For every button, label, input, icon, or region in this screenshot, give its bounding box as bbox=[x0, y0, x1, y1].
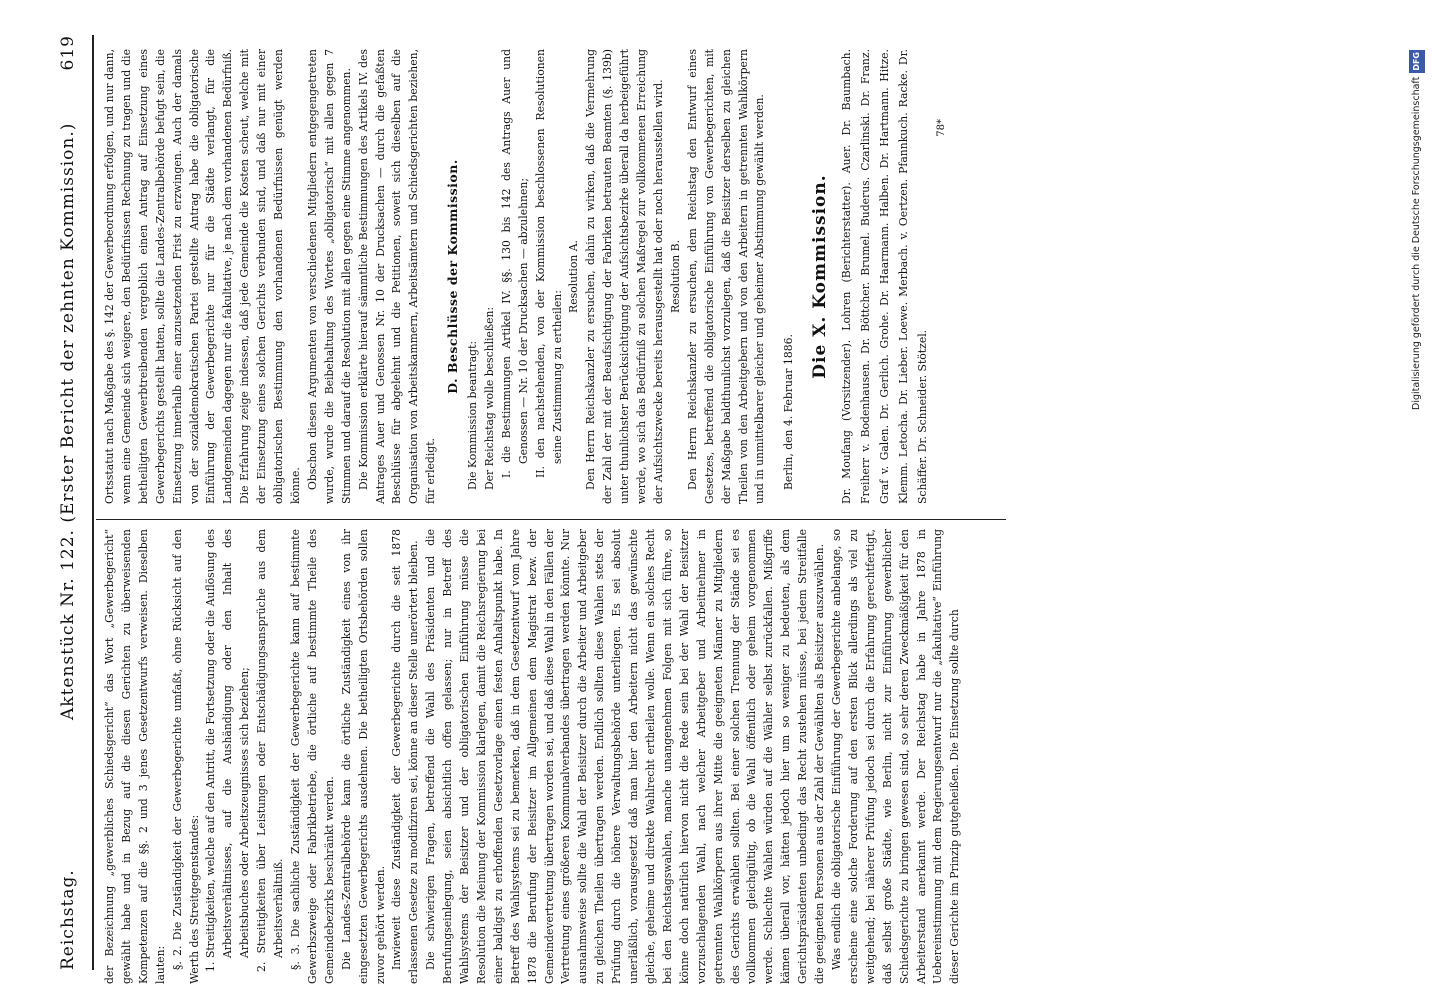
header-left: Reichstag. bbox=[58, 869, 78, 970]
column-divider bbox=[96, 519, 1006, 520]
list-item: II. den nachstehenden, von der Kommission beschlossenen Resolutionen seine Zustimmung zu ertheilen: bbox=[533, 49, 564, 478]
paragraph: Ortsstatut nach Maßgabe des §. 142 der Gewerbeordnung erfolgen, und nur dann, wenn eine Gemeinde sich weigere, den Bedürfnissen Rechnung zu tragen und die betheiligten Gewerbtreibenden vergeblich einen Antrag auf Einsetzung eines Gewerbegerichts gestellt hatten, sollte die Landes-Zentralbehörde befugt sein, die Einsetzung innerhalb einer anzusetzenden Frist zu erzwingen. Auch der damals von der sozialdemokratischen Partei gestellte Antrag habe die obligatorische Einführung der Gewerbegerichte nur für die Städte verlangt, für die Landgemeinden dagegen nur die fakultative, je nach dem vorhandenen Bedürfniß. Die Erfahrung zeige indessen, daß jede Gemeinde die Kosten scheut, welche mit der Einsetzung eines solchen Gerichts verbunden sind, und daß nur mit einer obligatorischen Bestimmung den vorhandenen Bedürfnissen genügt werden könne. bbox=[103, 49, 302, 504]
resolution-heading: Resolution A. bbox=[567, 240, 581, 313]
dfg-logo: DFG bbox=[1409, 50, 1425, 73]
stamp-text: Digitalisierung gefördert durch die Deutsche Forschungsgemeinschaft bbox=[1411, 76, 1422, 410]
right-column bbox=[102, 49, 951, 504]
left-column bbox=[102, 529, 964, 984]
signature-mark: 78* bbox=[936, 119, 948, 137]
paragraph: Obschon diesen Argumenten von verschiedenen Mitgliedern entgegengetreten wurde, wurde die Beibehaltung des Wortes „obligatorisch“ mit allen gegen 7 Stimmen und darauf die Resolution mit allen gegen eine Stimme angenommen. bbox=[305, 49, 353, 504]
paragraph: §. 3. Die sachliche Zuständigkeit der Gewerbegerichte kann auf bestimmte Gewerbszweige oder Fabrikbetriebe, die örtliche auf bestimmte Theile des Gemeindebezirks beschränkt werden. bbox=[288, 529, 336, 984]
paragraph: Die schwierigen Fragen, betreffend die Wahl des Präsidenten und die Berufungseinlegung, seien absichtlich offen gelassen; nur in Betreff des Wahlsystems der Beisitzer und der obligatorischen Einführung müsse die Resolution die Meinung der Kommission klarlegen, damit die Reichsregierung bei einer baldigst zu erhoffenden Gesetzvorlage einen festen Anhaltspunkt habe. In Betreff des Wahlsystems sei zu bemerken, daß in dem Gesetzentwurf vom Jahre 1878 die Berufung der Beisitzer im Allgemeinen dem Magistrat bezw. der Gemeindevertretung übertragen worden sei, und daß diese Wahl in den Fällen der Vertretung eines größeren Kommunalverbandes übertragen werden könnte. Nur ausnahmsweise sollte die Wahl der Beisitzer durch die Arbeiter und Arbeitgeber zu gleichen Theilen übertragen werden. Endlich sollten diese Wahlen stets der Prüfung durch die höhere Verwaltungsbehörde unterliegen. Es sei absolut unerläßlich, vorausgesetzt daß man hier den Arbeitern nicht das gewünschte gleiche, geheime und direkte Wahlrecht ertheilen wolle. Wenn ein solches Recht bei den Reichstagswahlen, manche unangenehmen Folgen mit sich führe, so könne doch natürlich hiervon nicht die Rede sein bei der Wahl der Beisitzer vorzuschlagenden Wahl, nach welcher Arbeitgeber und Arbeitnehmer in getrennten Wahlkörpern aus ihrer Mitte die geeigneten Männer zu Mitgliedern des Gerichts erwählen sollten. Bei einer solchen Trennung der Stände sei es vollkommen gleichgültig, ob die Wahl öffentlich oder geheim vorgenommen werde. Schlechte Wahlen würden auf die Wähler selbst zurückfallen. Mißgriffe kämen überall vor, hätten jedoch hier um so weniger zu bedeuten, als dem Gerichtspräsidenten unbedingt das Recht zustehen müsse, bei jedem Streitfalle die geeigneten Personen aus der Zahl der Gewählten als Beisitzer auszuwählen. bbox=[424, 529, 827, 984]
list-item: I. die Bestimmungen Artikel IV. §§. 130 bis 142 des Antrags Auer und Genossen — Nr. 10 der Drucksachen — abzulehnen; bbox=[499, 49, 530, 478]
paragraph: Der Reichstag wolle beschließen: bbox=[482, 306, 496, 490]
member-list: Dr. Moufang (Vorsitzender). Lohren (Berichterstatter). Auer. Dr. Baumbach. Freiherr v. Bodenhausen. Dr. Böttcher. Brumel. Buderus. Czarlinski. Dr. Franz. Graf v. Galen. Dr. Gerlich. Grohe. Dr. Haarmann. Halben. Dr. Hartmann. Hitze. Klemm. Letocha. Dr. Lieber. Loewe. Merbach. v. Oertzen. Pfannkuch. Racke. Dr. Schäffer. Dr. Schneider. Stötzel. bbox=[840, 49, 930, 504]
paragraph: der Bezeichnung „gewerbliches Schiedsgericht“ das Wort „Gewerbegericht“ gewählt habe und in Bezug auf die diesen Gerichten zu überweisenden Kompetenzen auf die §§. 2 und 3 jenes Gesetzentwurfs verweisen. Dieselben lauten: bbox=[103, 529, 167, 984]
page-number: 619 bbox=[58, 35, 78, 71]
paragraph: Die Kommission erklärte hierauf sämmtliche Bestimmungen des Artikels IV. des Antrages Auer und Genossen Nr. 10 der Drucksachen — durch die gefaßten Beschlüsse für abgelehnt und die Petitionen, soweit sich dieselben auf die Organisation von Arbeitskammern, Arbeitsämtern und Schiedsgerichten beziehen, für erledigt. bbox=[356, 49, 438, 504]
section-heading: D. Beschlüsse der Kommission. bbox=[445, 159, 461, 394]
resolution-heading: Resolution B. bbox=[668, 240, 682, 314]
date-line: Berlin, den 4. Februar 1886. bbox=[782, 334, 796, 490]
paragraph: Die Landes-Zentralbehörde kann die örtliche Zuständigkeit eines von ihr eingesetzten Gewerbegerichts ausdehnen. Die betheiligten Ortsbehörden sollen zuvor gehört werden. bbox=[339, 529, 387, 984]
paragraph: Inwieweit diese Zuständigkeit der Gewerbegerichte durch die seit 1878 erlassenen Gesetze zu modifiziren sei, könne an dieser Stelle unerörtert bleiben. bbox=[390, 529, 421, 984]
commission-title: Die X. Kommission. bbox=[810, 174, 831, 379]
paragraph: §. 2. Die Zuständigkeit der Gewerbegerichte umfaßt, ohne Rücksicht auf den Werth des Streitgegenstandes: bbox=[170, 529, 201, 984]
digitization-stamp bbox=[1409, 50, 1425, 1000]
rotated-page bbox=[56, 0, 1414, 1000]
running-head bbox=[56, 35, 86, 970]
paragraph: Den Herrn Reichskanzler zu ersuchen, dem Reichstag den Entwurf eines Gesetzes, betreffend die obligatorische Einführung von Gewerbegerichten, mit der Maßgabe baldthunlichst vorzulegen, daß die Beisitzer derselben zu gleichen Theilen von den Arbeitgebern und von den Arbeitern in getrennten Wahlkörpern und in unmittelbarer gleicher und geheimer Abstimmung gewählt werden. bbox=[685, 49, 767, 504]
header-rule bbox=[92, 35, 94, 970]
header-title: Aktenstück Nr. 122. (Erster Bericht der zehnten Kommission.) bbox=[58, 122, 78, 720]
paragraph: Den Herrn Reichskanzler zu ersuchen, dahin zu wirken, daß die Vermehrung der Zahl der mit der Beaufsichtigung der Fabriken betrauten Beamten (§. 139b) unter thunlichster Berücksichtigung der Aufsichtsbezirke überall da herbeigeführt werde, wo sich das Bedürfniß zu solchen Maßregel zur vollkommenen Erreichung der Aufsichtszwecke bereits herausgestellt hat oder noch herausstellen wird. bbox=[584, 49, 665, 504]
list-item: 1. Streitigkeiten, welche auf den Antritt, die Fortsetzung oder die Auflösung des Arbeitsverhältnisses, auf die Aushändigung oder den Inhalt des Arbeitsbuches oder Arbeitszeugnisses sich beziehen; bbox=[204, 529, 252, 972]
paragraph: Was endlich die obligatorische Einführung der Gewerbegerichte anbelange, so erscheine eine solche Forderung auf den ersten Blick allerdings als viel zu weitgehend; bei näherer Prüfung jedoch sei durch die Erfahrung gerechtfertigt, daß selbst große Städte, wie Berlin, nicht zur Einführung gewerblicher Schiedsgerichte zu bringen gewesen sind, so sehr deren Zweckmäßigkeit für den Arbeiterstand anerkannt werde. Der Reichstag habe in Jahre 1878 in Uebereinstimmung mit dem Regierungsentwurf nur die „fakultative“ Einführung dieser Gerichte im Prinzip gutgeheißen. Die Einsetzung sollte durch bbox=[829, 529, 962, 984]
paragraph: Die Kommission beantragt: bbox=[466, 340, 480, 490]
list-item: 2. Streitigkeiten über Leistungen oder Entschädigungsansprüche aus dem Arbeitsverhältniß. bbox=[255, 529, 286, 972]
